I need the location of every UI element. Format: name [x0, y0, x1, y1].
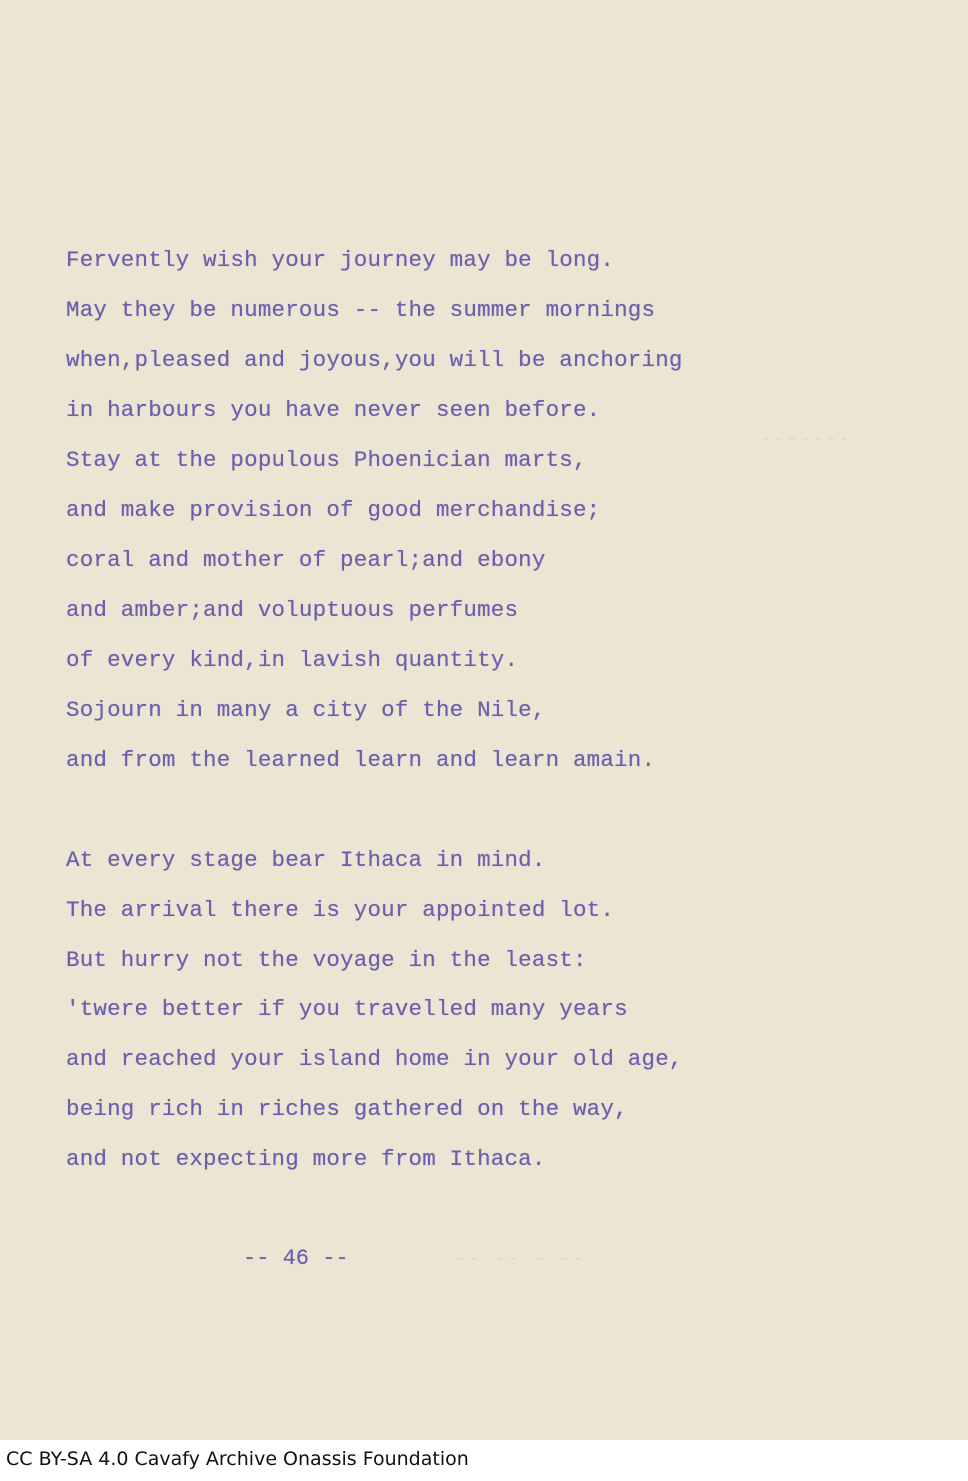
poem-line: Sojourn in many a city of the Nile, [66, 697, 546, 723]
bleed-through-mark: ------- [760, 428, 852, 451]
poem-line: of every kind,in lavish quantity. [66, 647, 519, 673]
poem-line: being rich in riches gathered on the way, [66, 1096, 628, 1122]
poem-line: and make provision of good merchandise; [66, 497, 601, 523]
bleed-through-mark: -- -- - -- [455, 1248, 586, 1271]
poem-line: and not expecting more from Ithaca. [66, 1146, 546, 1172]
poem-line: and amber;and voluptuous perfumes [66, 597, 519, 623]
poem-line: The arrival there is your appointed lot. [66, 897, 615, 923]
poem-line: At every stage bear Ithaca in mind. [66, 847, 546, 873]
poem-line: in harbours you have never seen before. [66, 397, 601, 423]
poem-line: Fervently wish your journey may be long. [66, 247, 615, 273]
poem-line: 'twere better if you travelled many years [66, 996, 628, 1022]
page-number: -- 46 -- [243, 1246, 349, 1271]
poem-line: when,pleased and joyous,you will be anchoring [66, 347, 683, 373]
license-credit: CC BY-SA 4.0 Cavafy Archive Onassis Foundation [6, 1448, 469, 1470]
poem-line: Stay at the populous Phoenician marts, [66, 447, 587, 473]
footer-bar [0, 1440, 968, 1481]
poem-line: and reached your island home in your old age, [66, 1046, 683, 1072]
poem-line: and from the learned learn and learn amain. [66, 747, 656, 773]
poem-line: But hurry not the voyage in the least: [66, 947, 587, 973]
poem-line: May they be numerous -- the summer mornings [66, 297, 656, 323]
poem-line: coral and mother of pearl;and ebony [66, 547, 546, 573]
